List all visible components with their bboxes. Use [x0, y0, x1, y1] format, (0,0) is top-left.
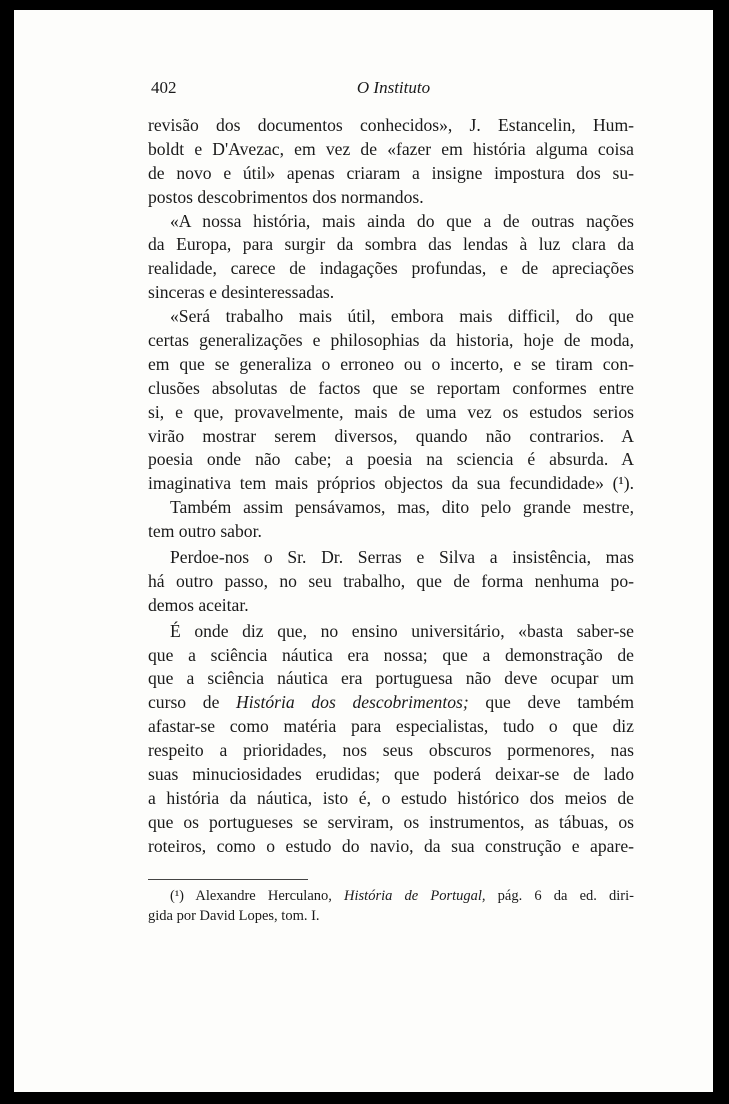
body-line: si, e que, provavelmente, mais de uma vez os estudos serios: [148, 401, 634, 422]
body-line: que a sciência náutica era portuguesa não deve ocupar um: [148, 668, 634, 689]
body-line: afastar-se como matéria para especialistas, tudo o que diz: [148, 716, 634, 737]
book-page: [14, 10, 713, 1092]
body-line: há outro passo, no seu trabalho, que de forma nenhuma po-: [148, 570, 634, 591]
body-line: roteiros, como o estudo do navio, da sua construção e apare-: [148, 835, 634, 856]
body-line: em que se generaliza o erroneo ou o incerto, e se tiram con-: [148, 353, 634, 374]
page-number: 402: [151, 78, 177, 97]
body-line: imaginativa tem mais próprios objectos da sua fecundidade» (¹).: [148, 473, 634, 494]
footnote-rule: [148, 879, 308, 880]
body-line: Também assim pensávamos, mas, dito pelo grande mestre,: [170, 497, 634, 518]
running-title: O Instituto: [356, 78, 431, 97]
body-line: realidade, carece de indagações profundas, e de apreciações: [148, 258, 634, 279]
body-line: curso de História dos descobrimentos; que deve também: [148, 692, 635, 713]
body-line: que os portugueses se serviram, os instrumentos, as tábuas, os: [148, 811, 634, 832]
body-line: «A nossa história, mais ainda do que a de outras nações: [170, 210, 634, 231]
body-line: boldt e D'Avezac, em vez de «fazer em história alguma coisa: [148, 138, 634, 159]
footnote-title: História de Portugal,: [344, 888, 486, 904]
body-line: É onde diz que, no ensino universitário, «basta saber-se: [170, 620, 634, 641]
body-line: de novo e útil» apenas criaram a insigne impostura dos su-: [148, 162, 634, 183]
footnote-line: gida por David Lopes, tom. I.: [148, 908, 320, 924]
body-line: poesia onde não cabe; a poesia na sciencia é absurda. A: [148, 449, 634, 470]
footnote: [148, 886, 634, 926]
body-line: clusões absolutas de factos que se reportam conformes entre: [148, 377, 634, 398]
body-line: da Europa, para surgir da sombra das lendas à luz clara da: [148, 234, 634, 255]
body-line: revisão dos documentos conhecidos», J. Estancelin, Hum-: [148, 115, 634, 135]
body-line: sinceras e desinteressadas.: [148, 282, 335, 303]
page-header: [151, 78, 636, 98]
body-line: respeito a prioridades, nos seus obscuros pormenores, nas: [148, 740, 634, 761]
body-line: Perdoe-nos o Sr. Dr. Serras e Silva a insistência, mas: [170, 547, 634, 568]
footnote-marker: (¹): [170, 888, 185, 904]
footnote-line: (¹) Alexandre Herculano, História de Portugal, pág. 6 da ed. diri-: [170, 888, 634, 904]
body-line: que a sciência náutica era nossa; que a demonstração de: [148, 644, 634, 665]
body-line: postos descobrimentos dos normandos.: [148, 186, 424, 207]
italic-title: História dos descobrimentos;: [236, 692, 469, 713]
body-line: «Será trabalho mais útil, embora mais difficil, do que: [170, 306, 634, 327]
body-line: certas generalizações e philosophias da historia, hoje de moda,: [148, 330, 634, 351]
body-line: demos aceitar.: [148, 594, 249, 615]
body-line: tem outro sabor.: [148, 521, 262, 542]
body-line: virão mostrar serem diversos, quando não contrarios. A: [148, 425, 634, 446]
body-text: [148, 114, 634, 859]
body-line: a história da náutica, isto é, o estudo histórico dos meios de: [148, 787, 634, 808]
body-line: suas minuciosidades erudidas; que poderá deixar-se de lado: [148, 764, 634, 785]
